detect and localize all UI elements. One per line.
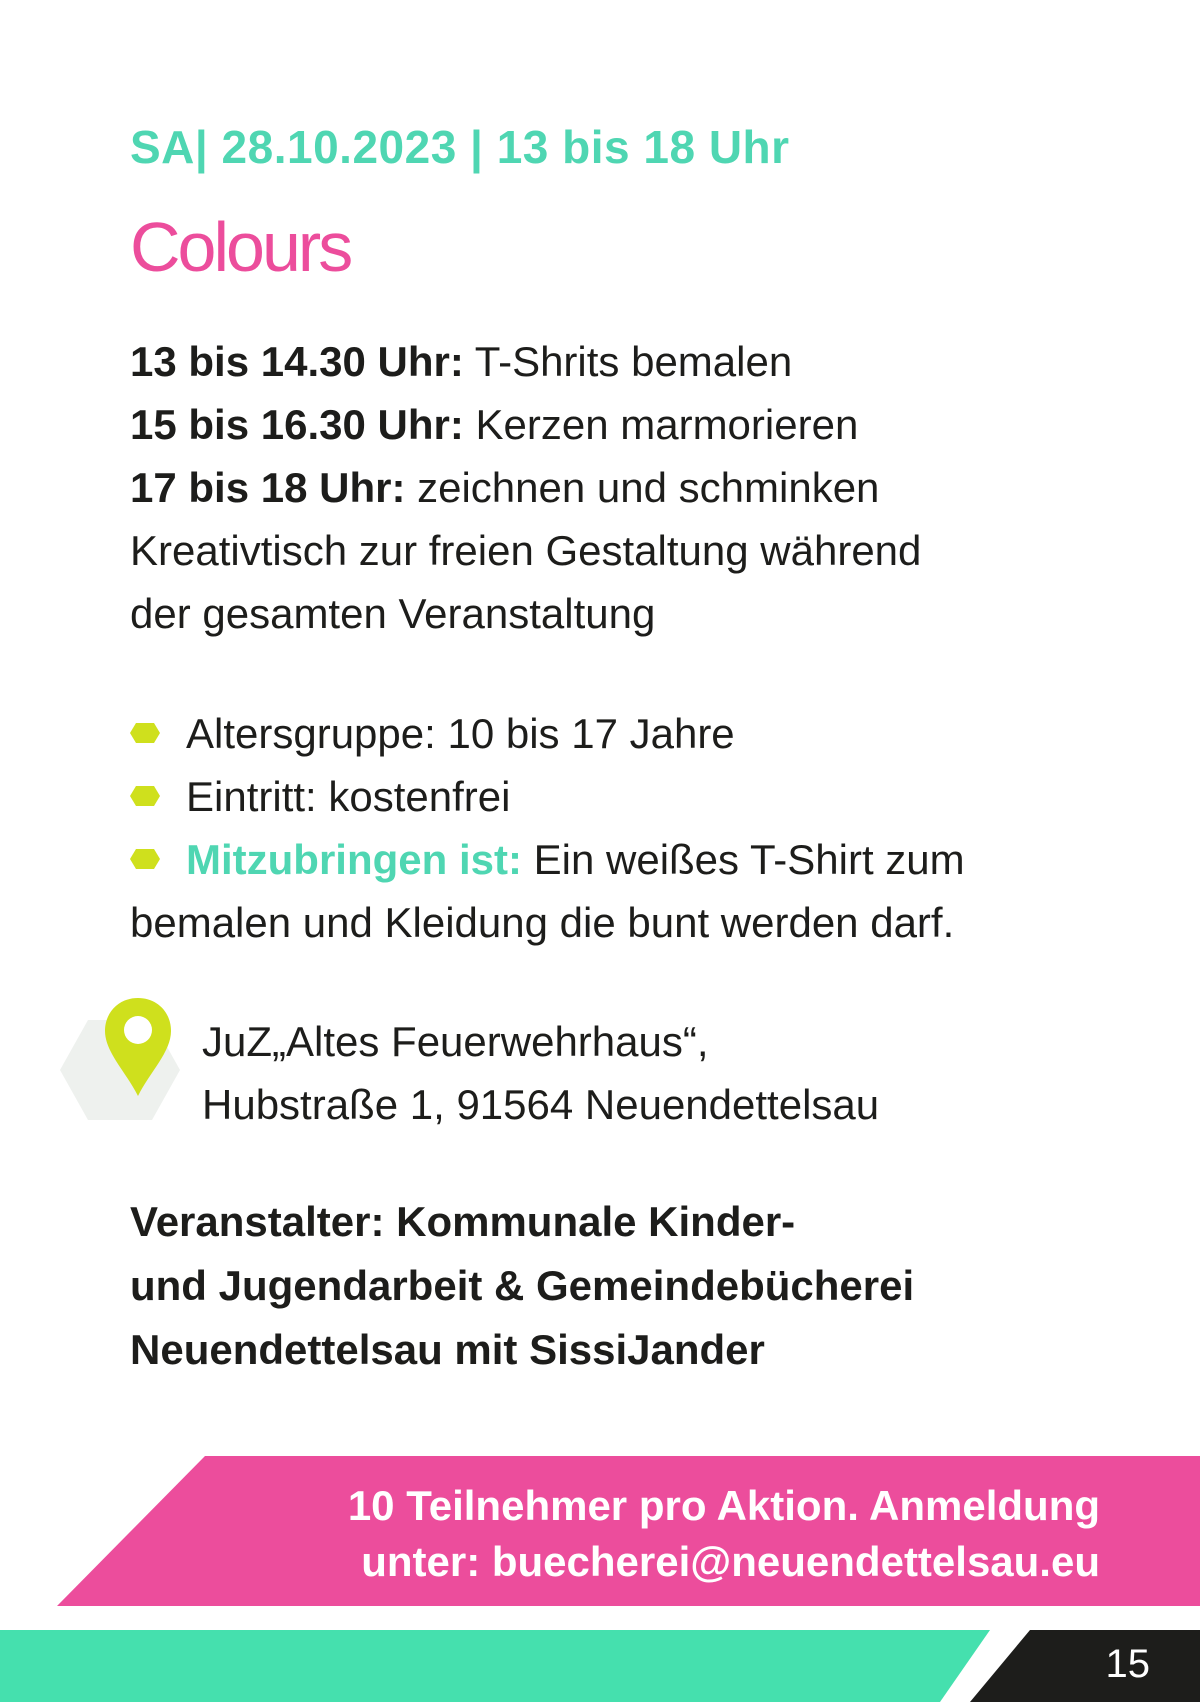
- address-line-2: Hubstraße 1, 91564 Neuendettelsau: [202, 1081, 880, 1128]
- schedule-time: 15 bis 16.30 Uhr:: [130, 401, 464, 448]
- list-item-bring: [130, 828, 965, 891]
- footer-background-shape: [0, 1630, 1200, 1702]
- event-date-line: SA| 28.10.2023 | 13 bis 18 Uhr: [130, 121, 790, 173]
- bring-label: Mitzubringen ist:: [186, 836, 522, 883]
- footer-bar: [0, 1630, 1200, 1702]
- hexagon-bullet-icon: [130, 849, 160, 869]
- address-text: [202, 1010, 879, 1136]
- age-text: Altersgruppe: 10 bis 17 Jahre: [186, 710, 735, 757]
- entry-text: Eintritt: kostenfrei: [186, 773, 511, 820]
- list-item-age: [130, 702, 965, 765]
- bring-text-continued: bemalen und Kleidung die bunt werden darf.: [130, 899, 955, 946]
- event-title: Colours: [130, 208, 351, 286]
- organizer-line-3: Neuendettelsau mit SissiJander: [130, 1326, 765, 1373]
- hexagon-bullet-icon: [130, 723, 160, 743]
- schedule-activity: T-Shrits bemalen: [463, 338, 793, 385]
- schedule-block: [130, 330, 921, 645]
- free-table-line-2: der gesamten Veranstaltung: [130, 590, 656, 637]
- schedule-time: 13 bis 14.30 Uhr:: [130, 338, 464, 385]
- schedule-activity: Kerzen marmorieren: [463, 401, 859, 448]
- schedule-time: 17 bis 18 Uhr:: [130, 464, 406, 511]
- banner-line-2: unter: buecherei@neuendettelsau.eu: [361, 1538, 1100, 1585]
- organizer-block: [130, 1190, 914, 1382]
- banner-text: [260, 1478, 1100, 1590]
- address-line-1: JuZ„Altes Feuerwehrhaus“,: [202, 1018, 709, 1065]
- free-table-line-1: Kreativtisch zur freien Gestaltung während: [130, 527, 922, 574]
- organizer-line-1: Veranstalter: Kommunale Kinder-: [130, 1198, 796, 1245]
- schedule-activity: zeichnen und schminken: [405, 464, 880, 511]
- hexagon-bullet-icon: [130, 786, 160, 806]
- bring-text: Ein weißes T-Shirt zum: [521, 836, 965, 883]
- organizer-line-2: und Jugendarbeit & Gemeindebücherei: [130, 1262, 915, 1309]
- location-block: [60, 990, 1100, 1140]
- map-pin-icon: [102, 996, 174, 1098]
- page-number: 15: [1105, 1642, 1150, 1686]
- schedule-row: [130, 456, 921, 519]
- schedule-row: [130, 330, 921, 393]
- info-list: [130, 702, 965, 954]
- list-item-entry: [130, 765, 965, 828]
- banner-line-1: 10 Teilnehmer pro Aktion. Anmeldung: [347, 1482, 1100, 1529]
- registration-banner: [0, 1456, 1200, 1606]
- schedule-row: [130, 393, 921, 456]
